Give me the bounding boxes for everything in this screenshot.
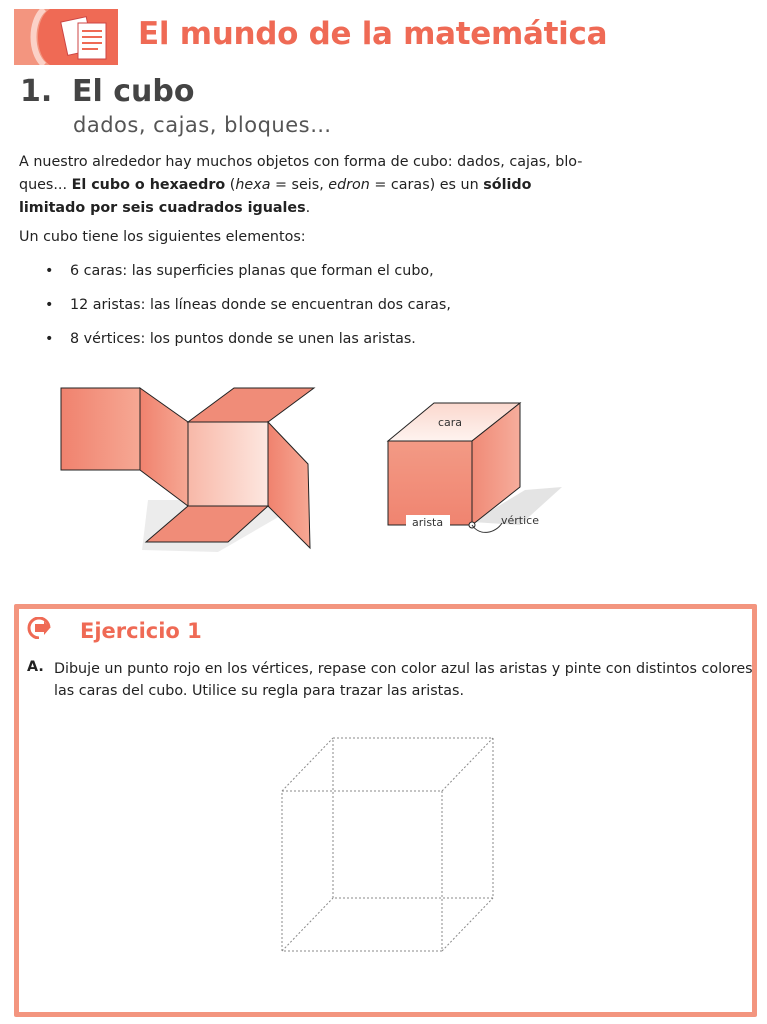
list-item: • 6 caras: las superficies planas que forman el cubo, xyxy=(45,260,451,294)
page-title: El mundo de la matemática xyxy=(138,16,608,52)
elements-list xyxy=(45,260,451,362)
section-number: 1. xyxy=(20,74,53,109)
elements-lead: Un cubo tiene los siguientes elementos: xyxy=(19,229,306,245)
exercise-letter: A. xyxy=(27,659,44,675)
labeled-cube-illustration xyxy=(380,395,570,540)
list-item: • 8 vértices: los puntos donde se unen las aristas. xyxy=(45,328,451,362)
edge-label: arista xyxy=(412,516,444,529)
exercise-instructions: Dibuje un punto rojo en los vértices, repase con color azul las aristas y pinte con distintos colores las caras del cubo. Utilice su regla para trazar las aristas. xyxy=(54,661,753,699)
arrow-circle-icon xyxy=(27,617,51,639)
section-subtitle: dados, cajas, bloques… xyxy=(73,113,332,137)
section-title: El cubo xyxy=(72,74,195,109)
face-label: cara xyxy=(438,416,463,429)
dotted-cube-template[interactable] xyxy=(278,733,498,955)
document-icon xyxy=(61,17,106,59)
intro-paragraph: A nuestro alrededor hay muchos objetos con forma de cubo: dados, cajas, blo-ques... El cubo o hexaedro (hexa = seis, edron = caras) es un sólido limitado por seis cuadrados iguales. xyxy=(19,154,583,216)
list-item: • 12 aristas: las líneas donde se encuentran dos caras, xyxy=(45,294,451,328)
vertex-label: vértice xyxy=(501,514,539,527)
header-logo xyxy=(14,9,118,65)
exercise-title: Ejercicio 1 xyxy=(80,619,202,643)
cube-net-illustration xyxy=(58,380,328,560)
